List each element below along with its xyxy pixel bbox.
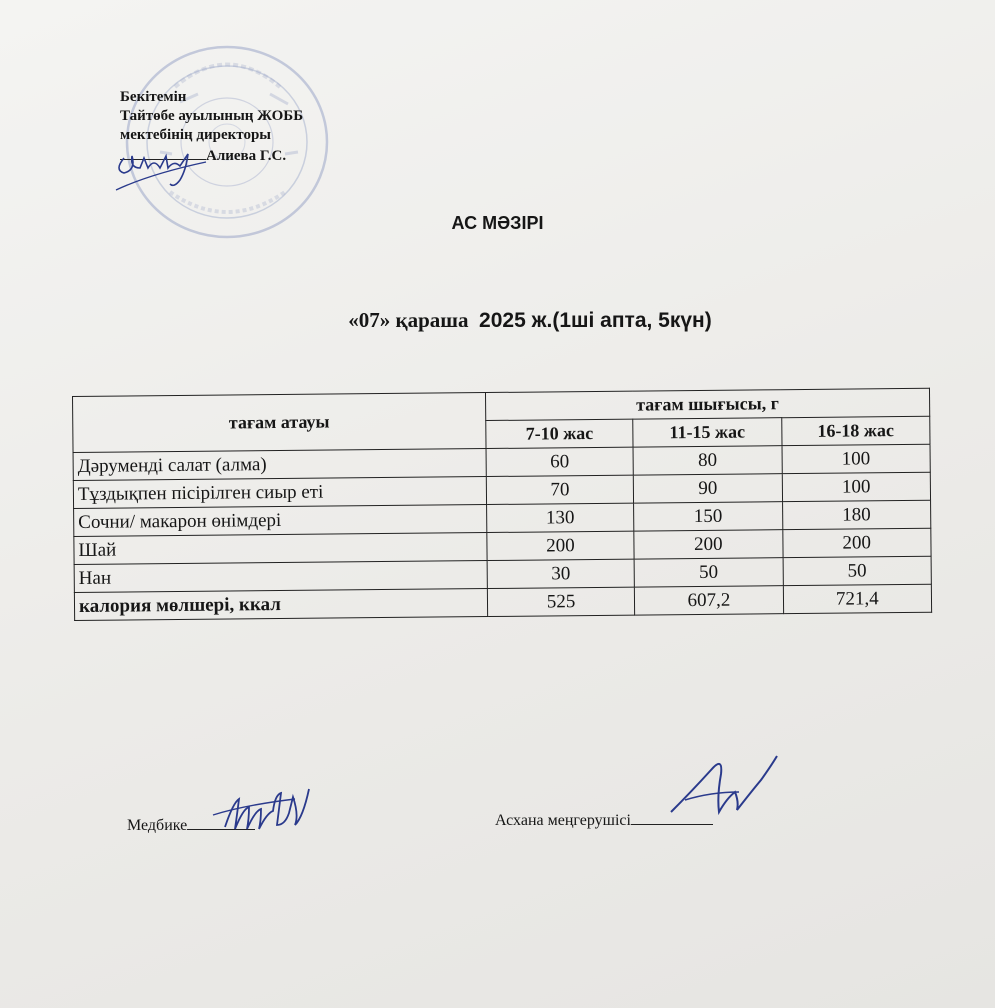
nurse-label: Медбике [127,817,188,834]
portion-11-15: 50 [634,558,783,587]
portion-16-18: 100 [782,444,931,473]
portion-7-10: 60 [486,447,634,476]
column-header-age-11-15: 11-15 жас [633,418,782,447]
dish-name: Шай [74,533,487,565]
calorie-total-label: калория мөлшері, ккал [74,589,487,621]
date-day: «07» [348,308,391,332]
calorie-16-18: 721,4 [783,584,932,613]
portion-11-15: 150 [634,502,783,531]
dish-name: Дәруменді салат (алма) [73,449,486,481]
portion-16-18: 50 [783,556,932,585]
canteen-manager-signature [665,752,785,827]
canteen-manager-label: Асхана меңгерушісі [495,812,631,829]
portion-7-10: 30 [487,559,635,588]
portion-11-15: 90 [634,474,783,503]
calorie-11-15: 607,2 [635,586,784,615]
portion-16-18: 180 [782,500,931,529]
dish-name: Нан [74,561,487,593]
calorie-7-10: 525 [487,587,635,616]
portion-16-18: 200 [782,528,931,557]
portion-7-10: 200 [487,531,635,560]
portion-7-10: 130 [486,503,634,532]
dish-name: Сочни/ макарон өнімдері [74,505,487,537]
portion-11-15: 80 [633,446,782,475]
dish-name: Тұздықпен пісірілген сиыр еті [73,477,486,509]
portion-16-18: 100 [782,472,931,501]
date-month: қараша [395,308,469,332]
column-header-output: тағам шығысы, г [485,388,929,420]
approval-position: мектебінің директоры [120,127,272,143]
approval-heading: Бекітемін [120,89,187,105]
approval-school: Тайтөбе ауылының ЖОББ [120,108,304,124]
column-header-age-16-18: 16-18 жас [781,416,930,445]
column-header-dish-name: тағам атауы [73,393,486,453]
date-year-week: 2025 ж.(1ші апта, 5күн) [479,309,712,332]
director-name: Алиева Г.С. [206,148,287,164]
column-header-age-7-10: 7-10 жас [486,419,634,448]
portion-11-15: 200 [634,530,783,559]
document-title: АС МӘЗІРІ [451,213,544,233]
nurse-signature [205,785,315,835]
portion-7-10: 70 [486,475,634,504]
